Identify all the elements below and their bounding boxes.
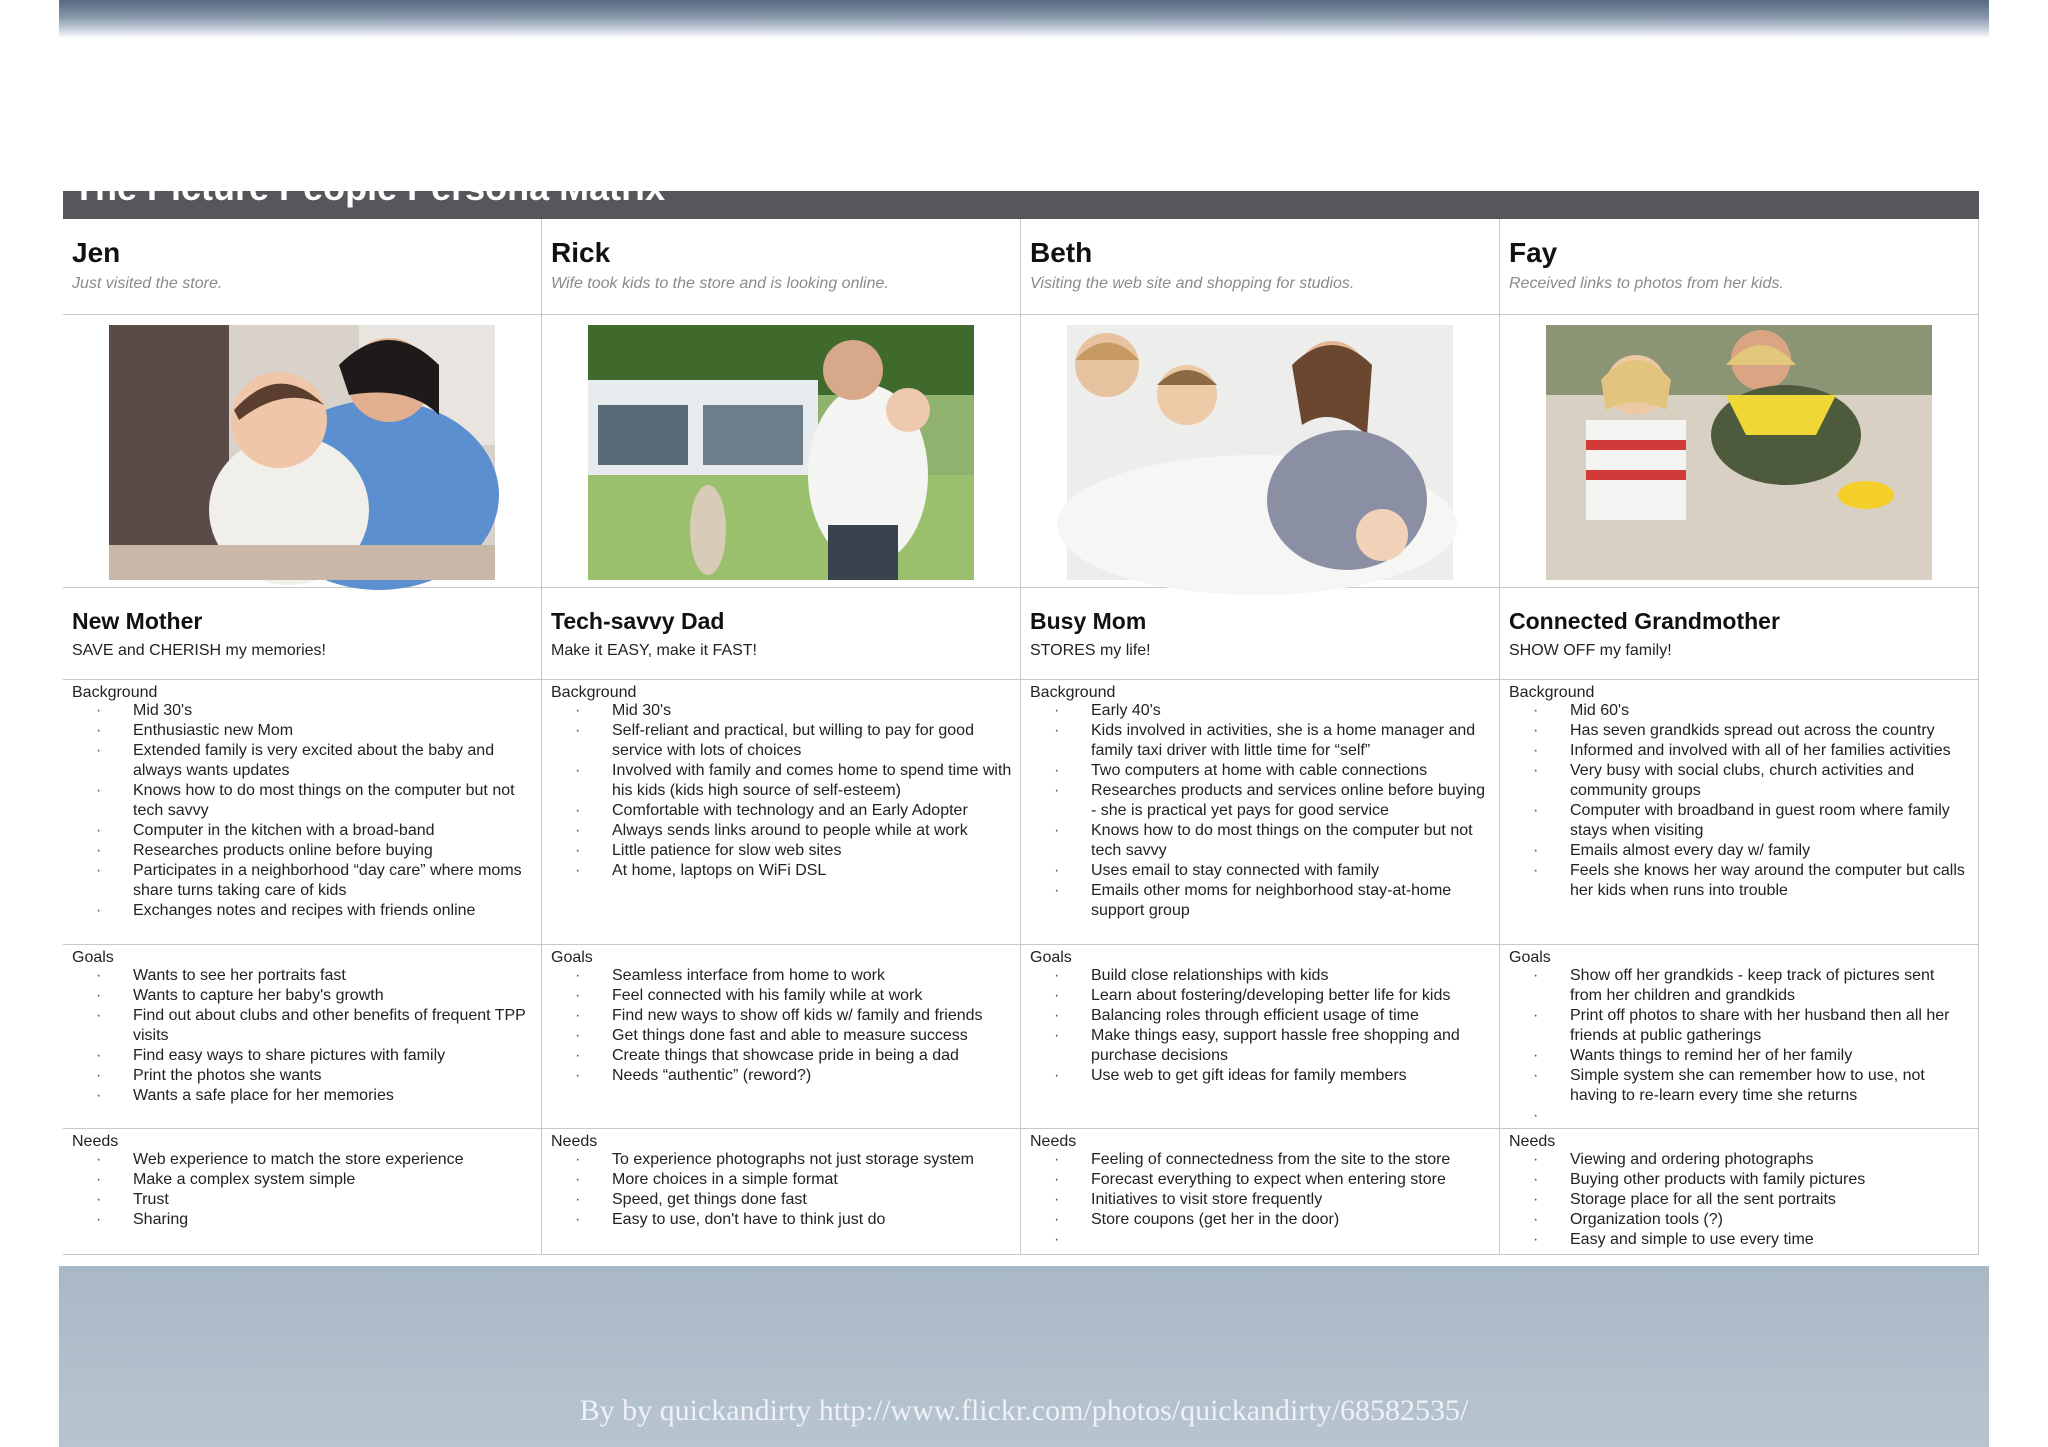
list-item: · Extended family is very excited about the baby and always wants updates <box>133 741 533 781</box>
persona-photo-mom-kids <box>1067 325 1453 580</box>
list-item: · Find new ways to show off kids w/ family and friends <box>612 1006 1012 1026</box>
persona-column-fay <box>1500 219 1979 1255</box>
list-item: · To experience photographs not just storage system <box>612 1150 1012 1170</box>
persona-motto: STORES my life! <box>1030 642 1151 659</box>
background-label: Background <box>551 684 637 701</box>
list-item: · Feel connected with his family while at work <box>612 986 1012 1006</box>
persona-photo-grandmother-child <box>1546 325 1932 580</box>
persona-role: Tech-savvy Dad <box>551 608 725 634</box>
background-list <box>542 701 1020 881</box>
list-item: · Kids involved in activities, she is a home manager and family taxi driver with little time for “self” <box>1091 721 1491 761</box>
persona-role: Busy Mom <box>1030 608 1147 634</box>
photo-credit: By by quickandirty http://www.flickr.com/photos/quickandirty/68582535/ <box>579 1394 1469 1427</box>
goals-list <box>63 966 541 1106</box>
list-item: · Needs “authentic” (reword?) <box>612 1066 1012 1086</box>
persona-photo-cell <box>542 315 1020 588</box>
list-item: · Mid 30's <box>133 701 533 721</box>
goals-list <box>542 966 1020 1086</box>
list-item: · Self-reliant and practical, but willing to pay for good service with lots of choices <box>612 721 1012 761</box>
list-item: · Feels she knows her way around the computer but calls her kids when runs into trouble <box>1570 861 1970 901</box>
list-item: · Simple system she can remember how to use, not having to re-learn every time she returns <box>1570 1066 1970 1106</box>
goals-list <box>1500 966 1978 1106</box>
list-item: · Wants a safe place for her memories <box>133 1086 533 1106</box>
persona-photo-mother-baby <box>109 325 495 580</box>
needs-label: Needs <box>551 1133 598 1150</box>
list-item: · Easy and simple to use every time <box>1570 1230 1970 1250</box>
matrix-title: The Picture People Persona Matrix <box>73 167 666 208</box>
list-item: · Get things done fast and able to measure success <box>612 1026 1012 1046</box>
list-item: · Print off photos to share with her husband then all her friends at public gatherings <box>1570 1006 1970 1046</box>
background-label: Background <box>1509 684 1595 701</box>
list-item: · Storage place for all the sent portraits <box>1570 1190 1970 1210</box>
list-item: · Make a complex system simple <box>133 1170 533 1190</box>
list-item: · Organization tools (?) <box>1570 1210 1970 1230</box>
list-item: · Speed, get things done fast <box>612 1190 1012 1210</box>
list-item: · More choices in a simple format <box>612 1170 1012 1190</box>
persona-motto: SHOW OFF my family! <box>1509 642 1672 659</box>
background-list <box>1500 701 1978 901</box>
list-item: · Learn about fostering/developing better life for kids <box>1091 986 1491 1006</box>
list-item: · Little patience for slow web sites <box>612 841 1012 861</box>
list-item: · Wants to see her portraits fast <box>133 966 533 986</box>
list-item: · Print the photos she wants <box>133 1066 533 1086</box>
list-item: · Store coupons (get her in the door) <box>1091 1210 1491 1230</box>
list-item: · Knows how to do most things on the computer but not tech savvy <box>133 781 533 821</box>
goals-list <box>1021 966 1499 1086</box>
list-item: · Use web to get gift ideas for family members <box>1091 1066 1491 1086</box>
goals-label: Goals <box>72 949 114 966</box>
persona-role-cell <box>1500 588 1978 680</box>
goals-label: Goals <box>551 949 593 966</box>
background-label: Background <box>1030 684 1116 701</box>
list-item: · Researches products online before buying <box>133 841 533 861</box>
persona-name: Rick <box>551 237 611 268</box>
list-item: · Balancing roles through efficient usage of time <box>1091 1006 1491 1026</box>
persona-role-cell <box>542 588 1020 680</box>
list-item: · Emails almost every day w/ family <box>1570 841 1970 861</box>
needs-label: Needs <box>1509 1133 1556 1150</box>
list-item: · Mid 30's <box>612 701 1012 721</box>
goals-label: Goals <box>1030 949 1072 966</box>
list-item: · Forecast everything to expect when entering store <box>1091 1170 1491 1190</box>
list-item: · Mid 60's <box>1570 701 1970 721</box>
list-item: · Computer in the kitchen with a broad-band <box>133 821 533 841</box>
persona-role: Connected Grandmother <box>1509 608 1780 634</box>
list-item: · Show off her grandkids - keep track of pictures sent from her children and grandkids <box>1570 966 1970 1006</box>
goals-section <box>1021 945 1499 1129</box>
background-section <box>1021 680 1499 945</box>
list-item: · Two computers at home with cable connections <box>1091 761 1491 781</box>
persona-header <box>542 219 1020 315</box>
list-item: · Find easy ways to share pictures with family <box>133 1046 533 1066</box>
persona-name: Fay <box>1509 237 1558 268</box>
list-item: · Create things that showcase pride in being a dad <box>612 1046 1012 1066</box>
goals-section <box>1500 945 1978 1129</box>
goals-section <box>542 945 1020 1129</box>
background-list <box>63 701 541 921</box>
list-item: · Make things easy, support hassle free shopping and purchase decisions <box>1091 1026 1491 1066</box>
persona-motto: Make it EASY, make it FAST! <box>551 642 757 659</box>
background-section <box>542 680 1020 945</box>
top-gradient-band <box>59 0 1989 38</box>
list-item: · Build close relationships with kids <box>1091 966 1491 986</box>
goals-section <box>63 945 541 1129</box>
list-item: · Researches products and services online before buying - she is practical yet pays for good service <box>1091 781 1491 821</box>
list-item: · At home, laptops on WiFi DSL <box>612 861 1012 881</box>
list-item: · Involved with family and comes home to spend time with his kids (kids high source of self-esteem) <box>612 761 1012 801</box>
persona-role-cell <box>63 588 541 680</box>
persona-subtitle: Received links to photos from her kids. <box>1509 275 1784 292</box>
list-item: · Comfortable with technology and an Early Adopter <box>612 801 1012 821</box>
persona-name: Beth <box>1030 237 1093 268</box>
background-label: Background <box>72 684 158 701</box>
persona-role-cell <box>1021 588 1499 680</box>
persona-header <box>1021 219 1499 315</box>
list-item: · Knows how to do most things on the computer but not tech savvy <box>1091 821 1491 861</box>
persona-photo-cell <box>1021 315 1499 588</box>
list-item: · Buying other products with family pictures <box>1570 1170 1970 1190</box>
needs-section <box>542 1129 1020 1255</box>
persona-name: Jen <box>72 237 121 268</box>
persona-photo-cell <box>63 315 541 588</box>
persona-matrix <box>63 167 1979 1255</box>
needs-list <box>63 1150 541 1230</box>
list-item: · Exchanges notes and recipes with friends online <box>133 901 533 921</box>
persona-motto: SAVE and CHERISH my memories! <box>72 642 326 659</box>
needs-section <box>63 1129 541 1255</box>
needs-label: Needs <box>1030 1133 1077 1150</box>
background-list <box>1021 701 1499 921</box>
background-section <box>1500 680 1978 945</box>
list-item: · Feeling of connectedness from the site to the store <box>1091 1150 1491 1170</box>
needs-list <box>1500 1150 1978 1250</box>
list-item: · Web experience to match the store experience <box>133 1150 533 1170</box>
matrix-title-bar <box>63 167 1979 219</box>
needs-label: Needs <box>72 1133 119 1150</box>
persona-subtitle: Visiting the web site and shopping for studios. <box>1030 275 1355 292</box>
background-section <box>63 680 541 945</box>
persona-column-beth <box>1021 219 1500 1255</box>
persona-photo-dad-child <box>588 325 974 580</box>
list-item: · Easy to use, don't have to think just do <box>612 1210 1012 1230</box>
list-item: · Find out about clubs and other benefits of frequent TPP visits <box>133 1006 533 1046</box>
goals-label: Goals <box>1509 949 1551 966</box>
persona-header <box>1500 219 1978 315</box>
list-item: · Initiatives to visit store frequently <box>1091 1190 1491 1210</box>
needs-section <box>1500 1129 1978 1255</box>
persona-header <box>63 219 541 315</box>
list-item: · Viewing and ordering photographs <box>1570 1150 1970 1170</box>
list-item: · Has seven grandkids spread out across the country <box>1570 721 1970 741</box>
persona-subtitle: Wife took kids to the store and is looking online. <box>551 275 889 292</box>
persona-photo-cell <box>1500 315 1978 588</box>
persona-column-jen <box>63 219 542 1255</box>
list-item: · Wants to capture her baby's growth <box>133 986 533 1006</box>
list-item: · Early 40's <box>1091 701 1491 721</box>
list-item: · Enthusiastic new Mom <box>133 721 533 741</box>
persona-role: New Mother <box>72 608 203 634</box>
list-item: · Very busy with social clubs, church activities and community groups <box>1570 761 1970 801</box>
persona-subtitle: Just visited the store. <box>72 275 223 292</box>
list-item: · Trust <box>133 1190 533 1210</box>
list-item: · Uses email to stay connected with family <box>1091 861 1491 881</box>
list-item: · Informed and involved with all of her families activities <box>1570 741 1970 761</box>
slide <box>59 0 1989 1447</box>
list-item: · Seamless interface from home to work <box>612 966 1012 986</box>
list-item: · Wants things to remind her of her family <box>1570 1046 1970 1066</box>
needs-list <box>1021 1150 1499 1230</box>
list-item: · Participates in a neighborhood “day care” where moms share turns taking care of kids <box>133 861 533 901</box>
list-item: · Sharing <box>133 1210 533 1230</box>
needs-list <box>542 1150 1020 1230</box>
list-item: · Always sends links around to people while at work <box>612 821 1012 841</box>
list-item: · Computer with broadband in guest room where family stays when visiting <box>1570 801 1970 841</box>
needs-section <box>1021 1129 1499 1255</box>
persona-column-rick <box>542 219 1021 1255</box>
list-item: · Emails other moms for neighborhood stay-at-home support group <box>1091 881 1491 921</box>
